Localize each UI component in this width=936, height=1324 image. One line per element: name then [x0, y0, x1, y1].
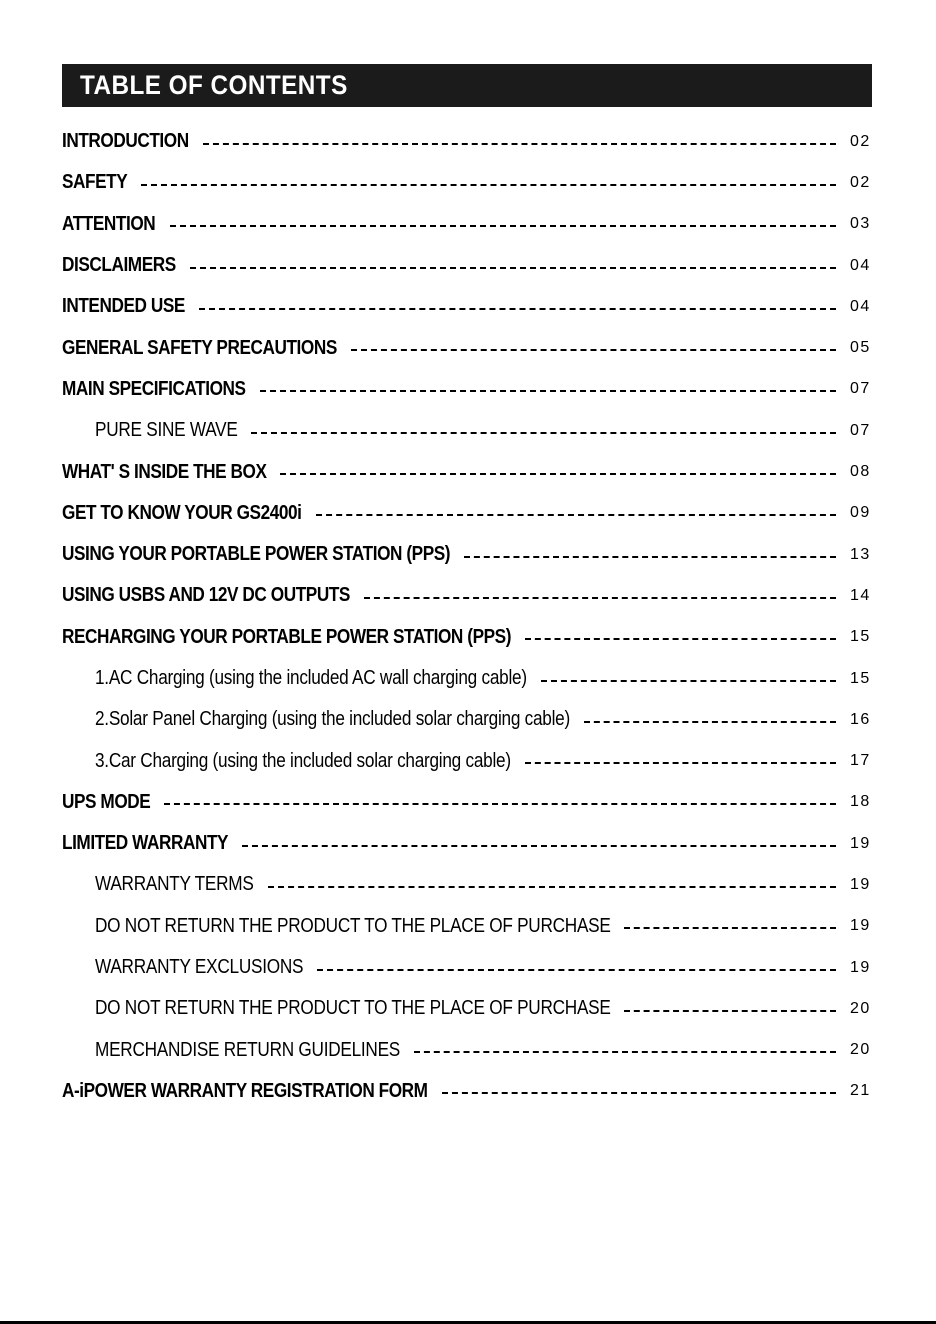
toc-entry[interactable] [62, 204, 874, 245]
toc-entry[interactable] [62, 121, 874, 162]
toc-entry-title: INTRODUCTION [62, 130, 189, 153]
toc-entry[interactable] [62, 575, 874, 616]
toc-dot-leader [351, 349, 836, 351]
toc-entry-page-number: 16 [850, 710, 871, 728]
toc-dot-leader [141, 184, 836, 186]
toc-entry[interactable] [62, 740, 874, 781]
toc-entry-page-number: 05 [850, 339, 871, 357]
toc-dot-leader [164, 803, 836, 805]
toc-dot-leader [541, 680, 836, 682]
toc-dot-leader [584, 721, 836, 723]
toc-entry[interactable] [62, 1030, 874, 1071]
toc-dot-leader [364, 597, 836, 599]
toc-entry-page-number: 02 [850, 173, 871, 191]
toc-entry[interactable] [62, 864, 874, 905]
toc-entry-title: PURE SINE WAVE [95, 419, 238, 442]
toc-dot-leader [414, 1051, 836, 1053]
toc-entry-title: LIMITED WARRANTY [62, 832, 229, 855]
toc-entry-page-number: 19 [850, 875, 871, 893]
toc-entry-page-number: 07 [850, 380, 871, 398]
toc-entry-title: GENERAL SAFETY PRECAUTIONS [62, 336, 337, 359]
toc-dot-leader [525, 638, 836, 640]
toc-dot-leader [280, 473, 836, 475]
toc-dot-leader [464, 556, 836, 558]
toc-dot-leader [242, 845, 836, 847]
toc-entry[interactable] [62, 245, 874, 286]
toc-dot-leader [170, 225, 836, 227]
toc-entry-page-number: 20 [850, 999, 871, 1017]
toc-dot-leader [624, 1010, 836, 1012]
toc-entry-title: WHAT' S INSIDE THE BOX [62, 460, 267, 483]
toc-entry[interactable] [62, 286, 874, 327]
toc-entry-title: 2.Solar Panel Charging (using the included solar charging cable) [95, 708, 570, 731]
toc-entry-page-number: 19 [850, 834, 871, 852]
toc-entry-title: DISCLAIMERS [62, 254, 176, 277]
toc-entry-page-number: 04 [850, 256, 871, 274]
toc-entry-title: RECHARGING YOUR PORTABLE POWER STATION (PPS) [62, 625, 512, 648]
toc-entry-title: SAFETY [62, 171, 128, 194]
toc-entry-title: MAIN SPECIFICATIONS [62, 377, 246, 400]
toc-entry-page-number: 21 [850, 1082, 871, 1100]
toc-entry[interactable] [62, 658, 874, 699]
toc-dot-leader [525, 762, 836, 764]
toc-entry[interactable] [62, 906, 874, 947]
toc-dot-leader [203, 143, 836, 145]
toc-entry-page-number: 07 [850, 421, 871, 439]
toc-entry-title: MERCHANDISE RETURN GUIDELINES [95, 1038, 401, 1061]
toc-entry-title: DO NOT RETURN THE PRODUCT TO THE PLACE OF PURCHASE [95, 997, 611, 1020]
toc-entry-page-number: 15 [850, 669, 871, 687]
toc-dot-leader [199, 308, 836, 310]
toc-entry[interactable] [62, 1071, 874, 1112]
toc-entry-page-number: 19 [850, 958, 871, 976]
toc-entry[interactable] [62, 493, 874, 534]
toc-list [62, 121, 874, 1112]
toc-entry-title: GET TO KNOW YOUR GS2400i [62, 501, 302, 524]
toc-dot-leader [251, 432, 836, 434]
toc-dot-leader [260, 390, 836, 392]
toc-entry[interactable] [62, 162, 874, 203]
toc-entry[interactable] [62, 327, 874, 368]
toc-entry-page-number: 19 [850, 917, 871, 935]
toc-entry-page-number: 04 [850, 297, 871, 315]
toc-entry[interactable] [62, 699, 874, 740]
toc-entry-title: ATTENTION [62, 212, 156, 235]
toc-entry-title: WARRANTY EXCLUSIONS [95, 956, 304, 979]
toc-entry-title: UPS MODE [62, 790, 151, 813]
toc-entry[interactable] [62, 988, 874, 1029]
page-title: TABLE OF CONTENTS [80, 70, 348, 100]
toc-entry[interactable] [62, 782, 874, 823]
toc-entry-title: 3.Car Charging (using the included solar charging cable) [95, 749, 511, 772]
toc-dot-leader [316, 514, 836, 516]
toc-dot-leader [442, 1092, 836, 1094]
toc-entry-title: 1.AC Charging (using the included AC wall charging cable) [95, 667, 527, 689]
toc-entry-page-number: 17 [850, 752, 871, 770]
toc-dot-leader [317, 969, 836, 971]
toc-entry-title: WARRANTY TERMS [95, 873, 254, 896]
toc-entry-page-number: 09 [850, 504, 871, 522]
toc-entry-page-number: 13 [850, 545, 871, 563]
toc-entry[interactable] [62, 369, 874, 410]
toc-entry-page-number: 03 [850, 215, 871, 233]
toc-dot-leader [624, 927, 836, 929]
toc-entry-title: A-iPOWER WARRANTY REGISTRATION FORM [62, 1079, 428, 1102]
toc-entry-title: DO NOT RETURN THE PRODUCT TO THE PLACE OF PURCHASE [95, 914, 611, 937]
toc-entry-title: USING YOUR PORTABLE POWER STATION (PPS) [62, 543, 451, 566]
toc-dot-leader [268, 886, 836, 888]
toc-dot-leader [190, 267, 836, 269]
toc-entry[interactable] [62, 451, 874, 492]
toc-entry[interactable] [62, 534, 874, 575]
toc-entry[interactable] [62, 947, 874, 988]
toc-entry[interactable] [62, 823, 874, 864]
toc-header-bar [62, 64, 872, 107]
toc-entry[interactable] [62, 410, 874, 451]
toc-entry-page-number: 15 [850, 628, 871, 646]
toc-entry-title: USING USBS AND 12V DC OUTPUTS [62, 584, 350, 607]
toc-entry-title: INTENDED USE [62, 295, 185, 318]
toc-entry-page-number: 08 [850, 463, 871, 481]
toc-entry[interactable] [62, 617, 874, 658]
toc-entry-page-number: 18 [850, 793, 871, 811]
toc-entry-page-number: 02 [850, 132, 871, 150]
toc-entry-page-number: 14 [850, 586, 871, 604]
toc-entry-page-number: 20 [850, 1041, 871, 1059]
